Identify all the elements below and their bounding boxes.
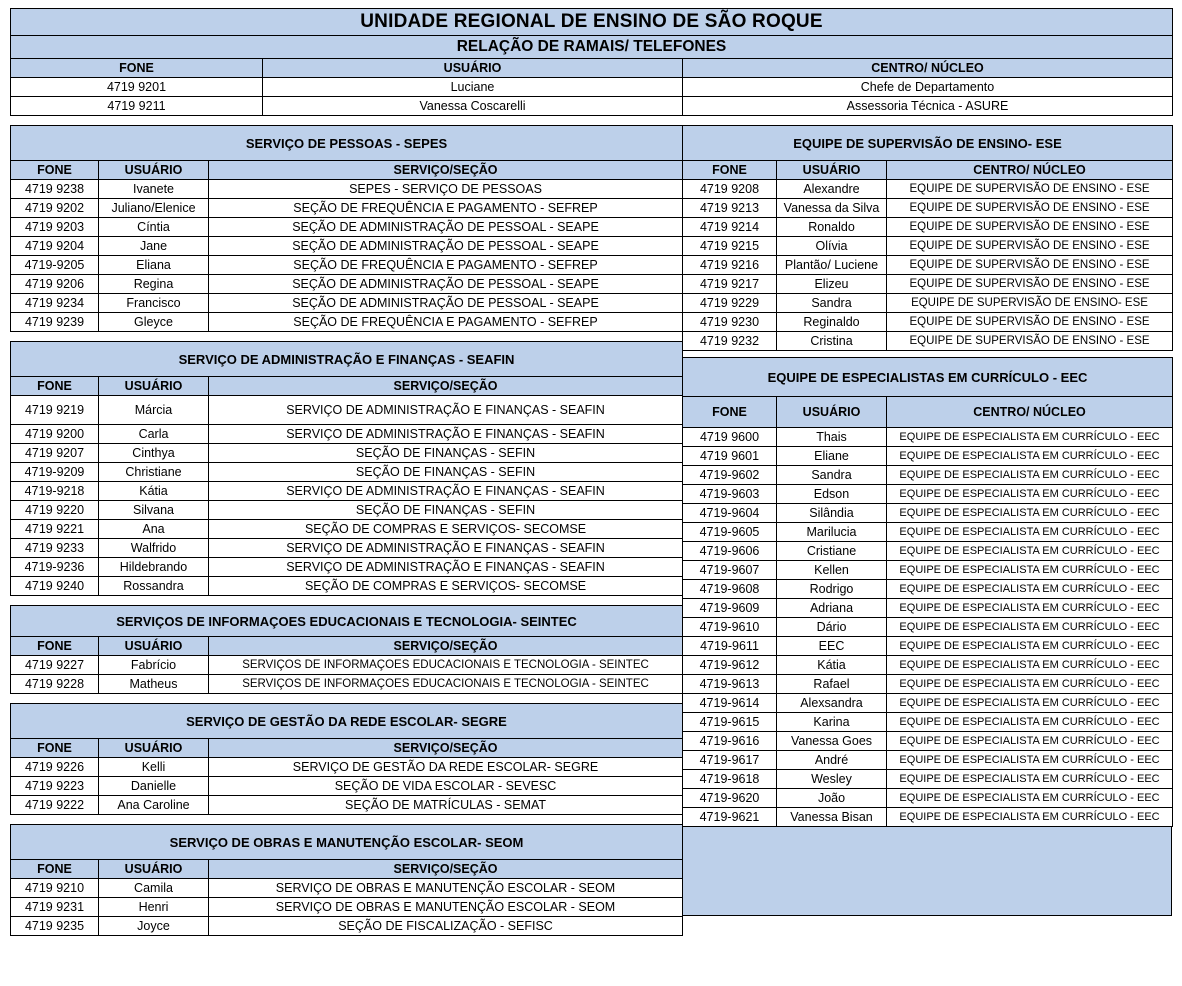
cell-fone: 4719 9227 — [11, 656, 99, 675]
table-row — [683, 732, 1173, 751]
column-header-usuario: USUÁRIO — [99, 637, 209, 656]
cell-fone: 4719 9203 — [11, 218, 99, 237]
column-header-servico: SERVIÇO/SEÇÃO — [209, 637, 683, 656]
cell-centro: EQUIPE DE ESPECIALISTA EM CURRÍCULO - EEC — [887, 713, 1173, 732]
cell-servico: SEÇÃO DE ADMINISTRAÇÃO DE PESSOAL - SEAPE — [209, 294, 683, 313]
cell-usuario: Rodrigo — [777, 580, 887, 599]
cell-fone: 4719 9221 — [11, 520, 99, 539]
column-header-servico: SERVIÇO/SEÇÃO — [209, 161, 683, 180]
cell-fone: 4719-9602 — [683, 466, 777, 485]
cell-usuario: Kátia — [99, 482, 209, 501]
cell-usuario: Vanessa Goes — [777, 732, 887, 751]
cell-fone: 4719 9234 — [11, 294, 99, 313]
table-row — [11, 898, 683, 917]
cell-servico: SEÇÃO DE COMPRAS E SERVIÇOS- SECOMSE — [209, 577, 683, 596]
cell-usuario: Kátia — [777, 656, 887, 675]
section-header-row — [11, 637, 683, 656]
cell-usuario: Adriana — [777, 599, 887, 618]
table-row — [683, 694, 1173, 713]
table-row — [11, 482, 683, 501]
cell-usuario: Edson — [777, 485, 887, 504]
column-header-usuario: USUÁRIO — [777, 161, 887, 180]
section-segre-table — [10, 703, 683, 815]
table-row — [683, 294, 1173, 313]
section-header-row — [683, 161, 1173, 180]
cell-usuario: EEC — [777, 637, 887, 656]
cell-servico: SEÇÃO DE FREQUÊNCIA E PAGAMENTO - SEFREP — [209, 199, 683, 218]
cell-centro: EQUIPE DE ESPECIALISTA EM CURRÍCULO - EEC — [887, 808, 1173, 827]
cell-centro: EQUIPE DE SUPERVISÃO DE ENSINO - ESE — [887, 313, 1173, 332]
cell-servico: SEÇÃO DE ADMINISTRAÇÃO DE PESSOAL - SEAPE — [209, 237, 683, 256]
cell-centro: EQUIPE DE SUPERVISÃO DE ENSINO - ESE — [887, 256, 1173, 275]
cell-centro: EQUIPE DE ESPECIALISTA EM CURRÍCULO - EEC — [887, 447, 1173, 466]
table-row — [683, 523, 1173, 542]
table-row — [683, 332, 1173, 351]
cell-fone: 4719-9617 — [683, 751, 777, 770]
cell-centro: EQUIPE DE ESPECIALISTA EM CURRÍCULO - EEC — [887, 789, 1173, 808]
cell-usuario: Cristina — [777, 332, 887, 351]
cell-fone: 4719 9239 — [11, 313, 99, 332]
cell-fone: 4719 9200 — [11, 425, 99, 444]
table-row — [11, 656, 683, 675]
cell-centro: EQUIPE DE ESPECIALISTA EM CURRÍCULO - EEC — [887, 770, 1173, 789]
section-sepes-table — [10, 125, 683, 332]
table-row — [11, 396, 683, 425]
table-row — [683, 180, 1173, 199]
cell-usuario: Eliane — [777, 447, 887, 466]
cell-servico: SEÇÃO DE FREQUÊNCIA E PAGAMENTO - SEFREP — [209, 313, 683, 332]
table-row — [683, 218, 1173, 237]
cell-servico: SEÇÃO DE MATRÍCULAS - SEMAT — [209, 796, 683, 815]
table-row — [683, 656, 1173, 675]
cell-usuario: Silândia — [777, 504, 887, 523]
cell-usuario: Francisco — [99, 294, 209, 313]
table-row — [11, 917, 683, 936]
cell-servico: SERVIÇO DE ADMINISTRAÇÃO E FINANÇAS - SEAFIN — [209, 482, 683, 501]
cell-centro: EQUIPE DE ESPECIALISTA EM CURRÍCULO - EEC — [887, 428, 1173, 447]
table-row — [11, 879, 683, 898]
cell-usuario: Camila — [99, 879, 209, 898]
table-row — [683, 542, 1173, 561]
section-title-ese: EQUIPE DE SUPERVISÃO DE ENSINO- ESE — [683, 126, 1173, 161]
cell-centro: EQUIPE DE ESPECIALISTA EM CURRÍCULO - EEC — [887, 675, 1173, 694]
cell-servico: SERVIÇO DE ADMINISTRAÇÃO E FINANÇAS - SEAFIN — [209, 396, 683, 425]
table-row — [683, 675, 1173, 694]
cell-fone: 4719 9204 — [11, 237, 99, 256]
page-title: UNIDADE REGIONAL DE ENSINO DE SÃO ROQUE — [11, 9, 1173, 36]
table-row — [11, 463, 683, 482]
title-row — [11, 9, 1173, 36]
column-header-centro: CENTRO/ NÚCLEO — [887, 161, 1173, 180]
table-row — [683, 580, 1173, 599]
cell-usuario: Fabrício — [99, 656, 209, 675]
cell-fone: 4719-9610 — [683, 618, 777, 637]
column-header-fone: FONE — [683, 161, 777, 180]
section-seom-table — [10, 824, 683, 936]
cell-fone: 4719 9232 — [683, 332, 777, 351]
cell-usuario: Olívia — [777, 237, 887, 256]
cell-usuario: Eliana — [99, 256, 209, 275]
table-row — [11, 444, 683, 463]
table-row — [683, 561, 1173, 580]
cell-fone: 4719 9220 — [11, 501, 99, 520]
cell-usuario: Walfrido — [99, 539, 209, 558]
table-row — [11, 577, 683, 596]
cell-fone: 4719-9604 — [683, 504, 777, 523]
cell-servico: SEÇÃO DE COMPRAS E SERVIÇOS- SECOMSE — [209, 520, 683, 539]
cell-centro: EQUIPE DE ESPECIALISTA EM CURRÍCULO - EEC — [887, 485, 1173, 504]
cell-fone: 4719 9201 — [11, 78, 263, 97]
cell-fone: 4719 9231 — [11, 898, 99, 917]
section-title-row — [683, 126, 1173, 161]
column-header-servico: SERVIÇO/SEÇÃO — [209, 377, 683, 396]
column-header-usuario: USUÁRIO — [99, 377, 209, 396]
cell-usuario: Hildebrando — [99, 558, 209, 577]
cell-fone: 4719 9219 — [11, 396, 99, 425]
cell-fone: 4719 9202 — [11, 199, 99, 218]
page-subtitle: RELAÇÃO DE RAMAIS/ TELEFONES — [11, 36, 1173, 59]
table-row — [11, 97, 1173, 116]
cell-servico: SEÇÃO DE FINANÇAS - SEFIN — [209, 501, 683, 520]
cell-centro: EQUIPE DE SUPERVISÃO DE ENSINO - ESE — [887, 180, 1173, 199]
section-title-row — [11, 825, 683, 860]
cell-centro: EQUIPE DE ESPECIALISTA EM CURRÍCULO - EEC — [887, 637, 1173, 656]
column-header-fone: FONE — [11, 860, 99, 879]
right-column-filler — [682, 827, 1172, 916]
column-header-usuario: USUÁRIO — [777, 397, 887, 428]
cell-usuario: Christiane — [99, 463, 209, 482]
cell-usuario: Rafael — [777, 675, 887, 694]
cell-servico: SEÇÃO DE FINANÇAS - SEFIN — [209, 444, 683, 463]
table-row — [683, 789, 1173, 808]
column-header-fone: FONE — [11, 739, 99, 758]
section-header-row — [11, 377, 683, 396]
cell-fone: 4719 9222 — [11, 796, 99, 815]
table-row — [11, 675, 683, 694]
cell-usuario: Reginaldo — [777, 313, 887, 332]
cell-centro: EQUIPE DE ESPECIALISTA EM CURRÍCULO - EEC — [887, 580, 1173, 599]
section-title-row — [11, 704, 683, 739]
cell-usuario: Alexandre — [777, 180, 887, 199]
cell-centro: EQUIPE DE ESPECIALISTA EM CURRÍCULO - EEC — [887, 599, 1173, 618]
cell-fone: 4719-9236 — [11, 558, 99, 577]
table-row — [11, 539, 683, 558]
cell-fone: 4719-9205 — [11, 256, 99, 275]
cell-usuario: Vanessa Coscarelli — [263, 97, 683, 116]
table-row — [683, 808, 1173, 827]
cell-usuario: Cíntia — [99, 218, 209, 237]
cell-usuario: Gleyce — [99, 313, 209, 332]
cell-fone: 4719 9215 — [683, 237, 777, 256]
cell-centro: EQUIPE DE ESPECIALISTA EM CURRÍCULO - EEC — [887, 504, 1173, 523]
cell-fone: 4719 9210 — [11, 879, 99, 898]
section-title-row — [11, 606, 683, 637]
cell-centro: EQUIPE DE ESPECIALISTA EM CURRÍCULO - EEC — [887, 694, 1173, 713]
cell-servico: SEÇÃO DE VIDA ESCOLAR - SEVESC — [209, 777, 683, 796]
cell-usuario: Danielle — [99, 777, 209, 796]
cell-fone: 4719-9618 — [683, 770, 777, 789]
cell-fone: 4719-9606 — [683, 542, 777, 561]
table-row — [11, 294, 683, 313]
column-header-centro: CENTRO/ NÚCLEO — [887, 397, 1173, 428]
cell-fone: 4719 9214 — [683, 218, 777, 237]
column-header-usuario: USUÁRIO — [99, 161, 209, 180]
cell-usuario: Cinthya — [99, 444, 209, 463]
cell-fone: 4719 9235 — [11, 917, 99, 936]
cell-fone: 4719-9209 — [11, 463, 99, 482]
section-ese-table — [682, 125, 1173, 351]
section-title-row — [683, 358, 1173, 397]
section-title-row — [11, 342, 683, 377]
section-eec-table — [682, 357, 1173, 827]
table-row — [683, 199, 1173, 218]
column-header-fone: FONE — [11, 161, 99, 180]
cell-servico: SERVIÇO DE ADMINISTRAÇÃO E FINANÇAS - SEAFIN — [209, 425, 683, 444]
section-title-segre: SERVIÇO DE GESTÃO DA REDE ESCOLAR- SEGRE — [11, 704, 683, 739]
table-row — [683, 313, 1173, 332]
cell-usuario: Kelli — [99, 758, 209, 777]
column-header-centro: CENTRO/ NÚCLEO — [683, 59, 1173, 78]
cell-servico: SEÇÃO DE FREQUÊNCIA E PAGAMENTO - SEFREP — [209, 256, 683, 275]
cell-usuario: Jane — [99, 237, 209, 256]
cell-centro: EQUIPE DE SUPERVISÃO DE ENSINO- ESE — [887, 294, 1173, 313]
cell-fone: 4719 9230 — [683, 313, 777, 332]
cell-usuario: Joyce — [99, 917, 209, 936]
table-row — [683, 618, 1173, 637]
column-header-usuario: USUÁRIO — [99, 739, 209, 758]
cell-servico: SERVIÇO DE GESTÃO DA REDE ESCOLAR- SEGRE — [209, 758, 683, 777]
cell-servico: SEÇÃO DE ADMINISTRAÇÃO DE PESSOAL - SEAPE — [209, 275, 683, 294]
table-row — [11, 520, 683, 539]
table-row — [683, 713, 1173, 732]
table-row — [683, 466, 1173, 485]
cell-usuario: Ana Caroline — [99, 796, 209, 815]
table-row — [683, 599, 1173, 618]
cell-fone: 4719 9208 — [683, 180, 777, 199]
subtitle-row — [11, 36, 1173, 59]
cell-fone: 4719-9613 — [683, 675, 777, 694]
cell-fone: 4719-9612 — [683, 656, 777, 675]
cell-fone: 4719 9233 — [11, 539, 99, 558]
cell-servico: SERVIÇOS DE INFORMAÇOES EDUCACIONAIS E TECNOLOGIA - SEINTEC — [209, 656, 683, 675]
table-row — [683, 447, 1173, 466]
cell-fone: 4719-9620 — [683, 789, 777, 808]
section-title-sepes: SERVIÇO DE PESSOAS - SEPES — [11, 126, 683, 161]
cell-centro: EQUIPE DE SUPERVISÃO DE ENSINO - ESE — [887, 275, 1173, 294]
cell-usuario: Vanessa da Silva — [777, 199, 887, 218]
cell-usuario: Márcia — [99, 396, 209, 425]
cell-servico: SEÇÃO DE FISCALIZAÇÃO - SEFISC — [209, 917, 683, 936]
cell-usuario: Kellen — [777, 561, 887, 580]
top-header-row — [11, 59, 1173, 78]
cell-centro: EQUIPE DE SUPERVISÃO DE ENSINO - ESE — [887, 332, 1173, 351]
table-row — [683, 751, 1173, 770]
table-row — [11, 777, 683, 796]
cell-usuario: Plantão/ Luciene — [777, 256, 887, 275]
cell-centro: EQUIPE DE SUPERVISÃO DE ENSINO - ESE — [887, 237, 1173, 256]
section-header-row — [11, 739, 683, 758]
cell-fone: 4719-9609 — [683, 599, 777, 618]
table-row — [683, 485, 1173, 504]
columns-wrapper — [10, 125, 1172, 936]
table-row — [11, 199, 683, 218]
cell-usuario: Matheus — [99, 675, 209, 694]
table-row — [683, 237, 1173, 256]
cell-fone: 4719-9616 — [683, 732, 777, 751]
section-header-row — [683, 397, 1173, 428]
table-row — [11, 256, 683, 275]
cell-usuario: Sandra — [777, 466, 887, 485]
cell-fone: 4719 9600 — [683, 428, 777, 447]
cell-fone: 4719 9240 — [11, 577, 99, 596]
table-row — [11, 313, 683, 332]
table-row — [11, 796, 683, 815]
cell-fone: 4719 9226 — [11, 758, 99, 777]
table-row — [683, 770, 1173, 789]
cell-centro: EQUIPE DE SUPERVISÃO DE ENSINO - ESE — [887, 199, 1173, 218]
cell-centro: EQUIPE DE ESPECIALISTA EM CURRÍCULO - EEC — [887, 466, 1173, 485]
table-row — [11, 275, 683, 294]
section-title-seafin: SERVIÇO DE ADMINISTRAÇÃO E FINANÇAS - SEAFIN — [11, 342, 683, 377]
table-row — [11, 425, 683, 444]
cell-servico: SEPES - SERVIÇO DE PESSOAS — [209, 180, 683, 199]
cell-fone: 4719 9238 — [11, 180, 99, 199]
cell-centro: Chefe de Departamento — [683, 78, 1173, 97]
left-column — [10, 125, 682, 936]
section-header-row — [11, 860, 683, 879]
table-row — [11, 78, 1173, 97]
cell-servico: SEÇÃO DE FINANÇAS - SEFIN — [209, 463, 683, 482]
cell-centro: Assessoria Técnica - ASURE — [683, 97, 1173, 116]
right-column — [682, 125, 1172, 916]
column-header-servico: SERVIÇO/SEÇÃO — [209, 739, 683, 758]
document-header-table — [10, 8, 1173, 116]
table-row — [11, 501, 683, 520]
cell-centro: EQUIPE DE ESPECIALISTA EM CURRÍCULO - EEC — [887, 656, 1173, 675]
cell-fone: 4719-9607 — [683, 561, 777, 580]
cell-usuario: Marilucia — [777, 523, 887, 542]
cell-fone: 4719 9223 — [11, 777, 99, 796]
table-row — [683, 256, 1173, 275]
cell-usuario: Sandra — [777, 294, 887, 313]
cell-fone: 4719 9211 — [11, 97, 263, 116]
cell-usuario: Juliano/Elenice — [99, 199, 209, 218]
cell-servico: SERVIÇO DE OBRAS E MANUTENÇÃO ESCOLAR - SEOM — [209, 879, 683, 898]
cell-usuario: Wesley — [777, 770, 887, 789]
cell-fone: 4719 9213 — [683, 199, 777, 218]
cell-fone: 4719-9608 — [683, 580, 777, 599]
cell-fone: 4719 9207 — [11, 444, 99, 463]
cell-centro: EQUIPE DE SUPERVISÃO DE ENSINO - ESE — [887, 218, 1173, 237]
table-row — [11, 218, 683, 237]
section-title-eec: EQUIPE DE ESPECIALISTAS EM CURRÍCULO - EEC — [683, 358, 1173, 397]
section-title-row — [11, 126, 683, 161]
cell-usuario: Cristiane — [777, 542, 887, 561]
table-row — [683, 637, 1173, 656]
cell-usuario: Luciane — [263, 78, 683, 97]
cell-servico: SERVIÇOS DE INFORMAÇOES EDUCACIONAIS E TECNOLOGIA - SEINTEC — [209, 675, 683, 694]
column-header-fone: FONE — [683, 397, 777, 428]
cell-centro: EQUIPE DE ESPECIALISTA EM CURRÍCULO - EEC — [887, 542, 1173, 561]
section-title-seintec: SERVIÇOS DE INFORMAÇOES EDUCACIONAIS E TECNOLOGIA- SEINTEC — [11, 606, 683, 637]
cell-fone: 4719 9216 — [683, 256, 777, 275]
cell-fone: 4719-9615 — [683, 713, 777, 732]
cell-usuario: João — [777, 789, 887, 808]
cell-usuario: Ana — [99, 520, 209, 539]
cell-fone: 4719-9621 — [683, 808, 777, 827]
cell-fone: 4719-9218 — [11, 482, 99, 501]
cell-usuario: Carla — [99, 425, 209, 444]
column-header-fone: FONE — [11, 637, 99, 656]
cell-usuario: Dário — [777, 618, 887, 637]
column-header-fone: FONE — [11, 59, 263, 78]
cell-servico: SEÇÃO DE ADMINISTRAÇÃO DE PESSOAL - SEAPE — [209, 218, 683, 237]
cell-centro: EQUIPE DE ESPECIALISTA EM CURRÍCULO - EEC — [887, 751, 1173, 770]
table-row — [11, 180, 683, 199]
column-header-usuario: USUÁRIO — [263, 59, 683, 78]
cell-fone: 4719 9206 — [11, 275, 99, 294]
section-seintec-table — [10, 605, 683, 694]
cell-servico: SERVIÇO DE ADMINISTRAÇÃO E FINANÇAS - SEAFIN — [209, 558, 683, 577]
cell-fone: 4719 9228 — [11, 675, 99, 694]
column-header-fone: FONE — [11, 377, 99, 396]
section-seafin-table — [10, 341, 683, 596]
section-header-row — [11, 161, 683, 180]
cell-usuario: Karina — [777, 713, 887, 732]
table-row — [11, 237, 683, 256]
table-row — [683, 275, 1173, 294]
cell-centro: EQUIPE DE ESPECIALISTA EM CURRÍCULO - EEC — [887, 732, 1173, 751]
cell-usuario: Alexsandra — [777, 694, 887, 713]
cell-fone: 4719-9603 — [683, 485, 777, 504]
cell-fone: 4719-9614 — [683, 694, 777, 713]
cell-fone: 4719-9611 — [683, 637, 777, 656]
cell-usuario: Regina — [99, 275, 209, 294]
cell-fone: 4719 9229 — [683, 294, 777, 313]
table-row — [11, 758, 683, 777]
cell-fone: 4719 9601 — [683, 447, 777, 466]
cell-servico: SERVIÇO DE OBRAS E MANUTENÇÃO ESCOLAR - SEOM — [209, 898, 683, 917]
cell-servico: SERVIÇO DE ADMINISTRAÇÃO E FINANÇAS - SEAFIN — [209, 539, 683, 558]
column-header-usuario: USUÁRIO — [99, 860, 209, 879]
cell-usuario: Ronaldo — [777, 218, 887, 237]
cell-usuario: Thais — [777, 428, 887, 447]
cell-centro: EQUIPE DE ESPECIALISTA EM CURRÍCULO - EEC — [887, 523, 1173, 542]
cell-usuario: André — [777, 751, 887, 770]
cell-centro: EQUIPE DE ESPECIALISTA EM CURRÍCULO - EEC — [887, 561, 1173, 580]
cell-centro: EQUIPE DE ESPECIALISTA EM CURRÍCULO - EEC — [887, 618, 1173, 637]
table-row — [683, 504, 1173, 523]
cell-usuario: Silvana — [99, 501, 209, 520]
cell-usuario: Vanessa Bisan — [777, 808, 887, 827]
cell-usuario: Ivanete — [99, 180, 209, 199]
column-header-servico: SERVIÇO/SEÇÃO — [209, 860, 683, 879]
cell-fone: 4719-9605 — [683, 523, 777, 542]
table-row — [683, 428, 1173, 447]
table-row — [11, 558, 683, 577]
cell-usuario: Elizeu — [777, 275, 887, 294]
cell-usuario: Rossandra — [99, 577, 209, 596]
cell-fone: 4719 9217 — [683, 275, 777, 294]
section-title-seom: SERVIÇO DE OBRAS E MANUTENÇÃO ESCOLAR- SEOM — [11, 825, 683, 860]
cell-usuario: Henri — [99, 898, 209, 917]
